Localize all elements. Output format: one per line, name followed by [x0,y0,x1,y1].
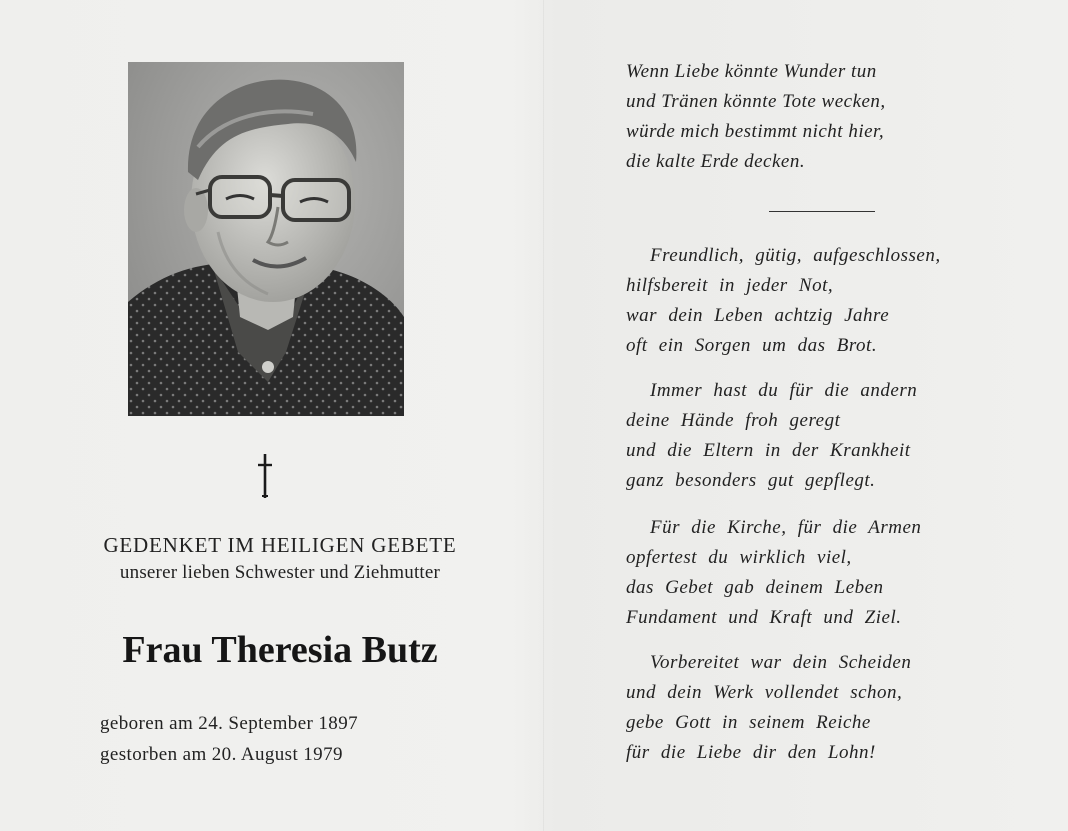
poem-line: das Gebet gab deinem Leben [626,577,884,598]
poem-line: für die Liebe dir den Lohn! [626,742,876,763]
poem-line: Immer hast du für die andern [650,380,918,401]
poem-stanza-3 [626,376,1026,496]
poem-line: Wenn Liebe könnte Wunder tun [626,61,877,82]
poem-stanza-4 [626,513,1026,633]
deceased-name: Frau Theresia Butz [122,629,438,671]
poem-line: und Tränen könnte Tote wecken, [626,91,886,112]
poem-line: opfertest du wirklich viel, [626,547,852,568]
birth-date: geboren am 24. September 1897 [100,713,359,734]
poem-line: die kalte Erde decken. [626,151,806,172]
poem-line: Vorbereitet war dein Scheiden [650,652,912,673]
poem-line: ganz besonders gut gepflegt. [626,470,876,491]
poem-line: und dein Werk vollendet schon, [626,682,903,703]
poem-line: war dein Leben achtzig Jahre [626,305,890,326]
poem-line: hilfsbereit in jeder Not, [626,275,834,296]
poem-stanza-5 [626,648,1026,768]
poem-line: Für die Kirche, für die Armen [650,517,922,538]
poem-line: Freundlich, gütig, aufgeschlossen, [650,245,941,266]
poem-line: würde mich bestimmt nicht hier, [626,121,885,142]
life-dates [100,708,520,770]
poem-line: deine Hände froh geregt [626,410,841,431]
poem-line: und die Eltern in der Krankheit [626,440,911,461]
poem-line: gebe Gott in seinem Reiche [626,712,871,733]
heading: GEDENKET IM HEILIGEN GEBETE [103,533,457,557]
card-fold [543,0,544,831]
poem-line: oft ein Sorgen um das Brot. [626,335,878,356]
poem-stanza-2 [626,241,1026,361]
poem-line: Fundament und Kraft und Ziel. [626,607,902,628]
portrait-photo [128,62,404,416]
portrait-image [128,62,404,416]
stanza-divider [769,211,875,212]
subheading: unserer lieben Schwester und Ziehmutter [119,562,441,583]
death-date: gestorben am 20. August 1979 [100,744,343,765]
poem-stanza-1 [626,57,1026,177]
cross-icon [245,452,285,500]
